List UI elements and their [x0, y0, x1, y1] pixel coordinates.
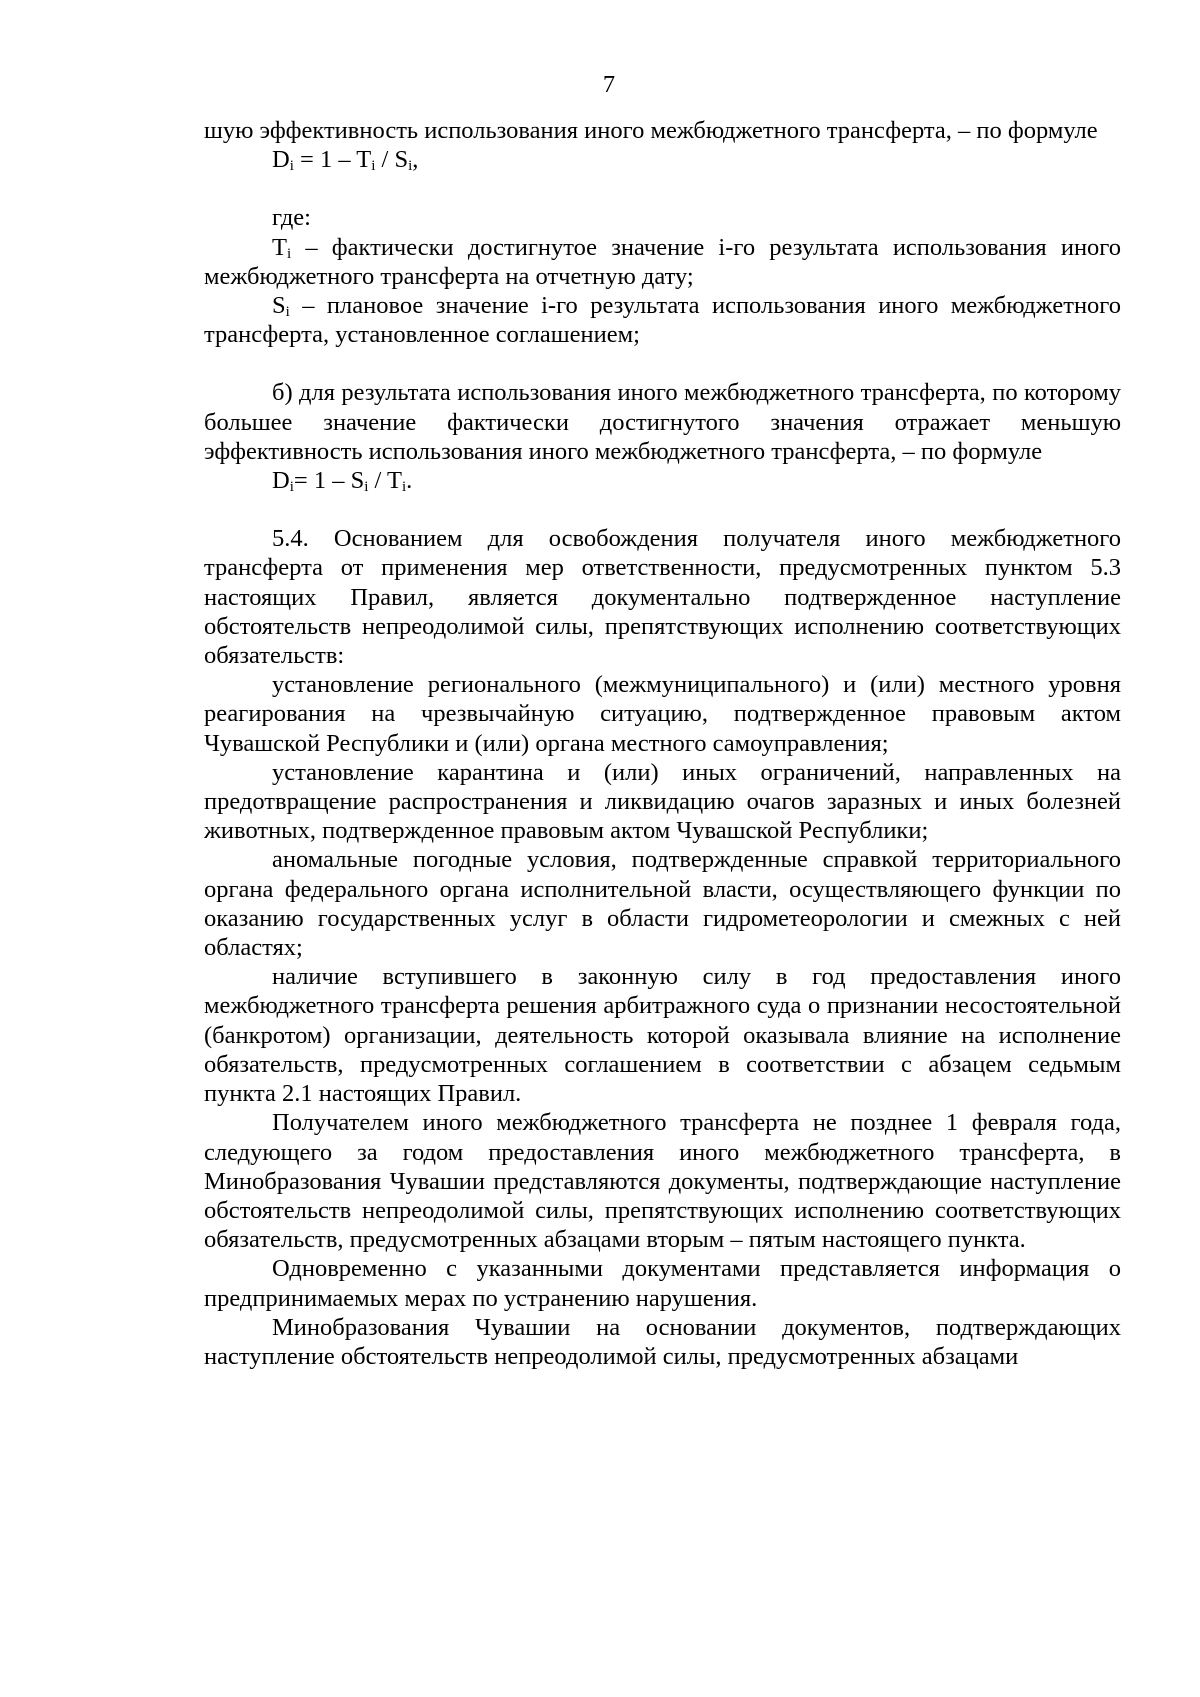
paragraph-5-4: 5.4. Основанием для освобождения получателя иного межбюджетного трансферта от применения мер ответственности, предусмотренных пунктом 5.3 настоящих Правил, является документально подтвержденное наступление обстоятельств непреодолимой силы, препятствующих исполнению соответствующих обязательств:	[204, 525, 1121, 670]
paragraph-regional-emergency: установление регионального (межмуниципального) и (или) местного уровня реагирования на чрезвычайную ситуацию, подтвержденное правовым актом Чувашской Республики и (или) органа местного самоуправления;	[204, 671, 1121, 757]
formula-1-d: D	[272, 146, 290, 174]
formula-1-s-sub: i	[408, 158, 413, 175]
formula-1-op: = 1 –	[293, 146, 357, 174]
paragraph-weather: аномальные погодные условия, подтвержденные справкой территориального органа федерального органа исполнительной власти, осуществляющего функции по оказанию государственных услуг в области гидрометеорологии и смежных с ней областях;	[204, 846, 1121, 962]
definition-s	[204, 291, 1121, 349]
formula-1-s: S	[394, 146, 409, 174]
formula-2-s-sub: i	[364, 479, 369, 496]
definition-t	[204, 233, 1121, 291]
formula-1-end: ,	[412, 146, 419, 174]
formula-2-d-sub: i	[289, 479, 294, 496]
formula-1-t-sub: i	[371, 158, 376, 175]
definition-s-symbol: S	[272, 292, 286, 320]
formula-1-d-sub: i	[289, 158, 294, 175]
paragraph-ministry: Минобразования Чувашии на основании документов, подтверждающих наступление обстоятельств непреодолимой силы, предусмотренных абзацами	[204, 1313, 1121, 1370]
definition-t-text: – фактически достигнутое значение i-го результата использования иного межбюджетного трансферта на отчетную дату;	[204, 233, 1121, 290]
formula-2-s: S	[350, 467, 365, 495]
definition-s-sub: i	[285, 304, 290, 321]
definition-t-symbol: T	[272, 233, 287, 261]
formula-1	[204, 145, 1121, 174]
paragraph-deadline: Получателем иного межбюджетного трансферта не позднее 1 февраля года, следующего за годом предоставления иного межбюджетного трансферта, в Минобразования Чувашии представляются документы, подтверждающие наступление обстоятельств непреодолимой силы, препятствующих исполнению соответствующих обязательств, предусмотренных абзацами вторым – пятым настоящего пункта.	[204, 1109, 1121, 1254]
definition-t-sub: i	[286, 245, 292, 262]
formula-2-div: /	[368, 467, 388, 495]
definition-s-text: – плановое значение i-го результата использования иного межбюджетного трансферта, установленное соглашением;	[204, 292, 1121, 349]
paragraph-quarantine: установление карантина и (или) иных ограничений, направленных на предотвращение распространения и ликвидацию очагов заразных и иных болезней животных, подтвержденное правовым актом Чувашской Республики;	[204, 758, 1121, 845]
formula-2-end: .	[406, 467, 413, 495]
formula-2-op: = 1 –	[293, 467, 351, 495]
paragraph-information: Одновременно с указанными документами представляется информация о предпринимаемых мерах по устранению нарушения.	[204, 1255, 1121, 1312]
intro-paragraph: шую эффективность использования иного межбюджетного трансферта, – по формуле	[204, 117, 1098, 144]
page-content	[204, 116, 1121, 1371]
formula-2-d: D	[272, 467, 290, 495]
formula-2-t: T	[387, 467, 402, 495]
where-label: где:	[272, 204, 311, 232]
formula-2-t-sub: i	[401, 479, 407, 496]
formula-1-t: T	[356, 146, 372, 174]
page-number: 7	[602, 71, 616, 98]
formula-2	[204, 466, 1121, 495]
paragraph-bankruptcy: наличие вступившего в законную силу в год предоставления иного межбюджетного трансферта решения арбитражного суда о признании несостоятельной (банкротом) организации, деятельность которой оказывала влияние на исполнение обязательств, предусмотренных соглашением в соответствии с абзацем седьмым пункта 2.1 настоящих Правил.	[204, 963, 1121, 1108]
formula-1-div: /	[375, 146, 395, 174]
clause-b-paragraph: б) для результата использования иного межбюджетного трансферта, по которому большее значение фактически достигнутого значения отражает меньшую эффективность использования иного межбюджетного трансферта, – по формуле	[204, 379, 1121, 465]
